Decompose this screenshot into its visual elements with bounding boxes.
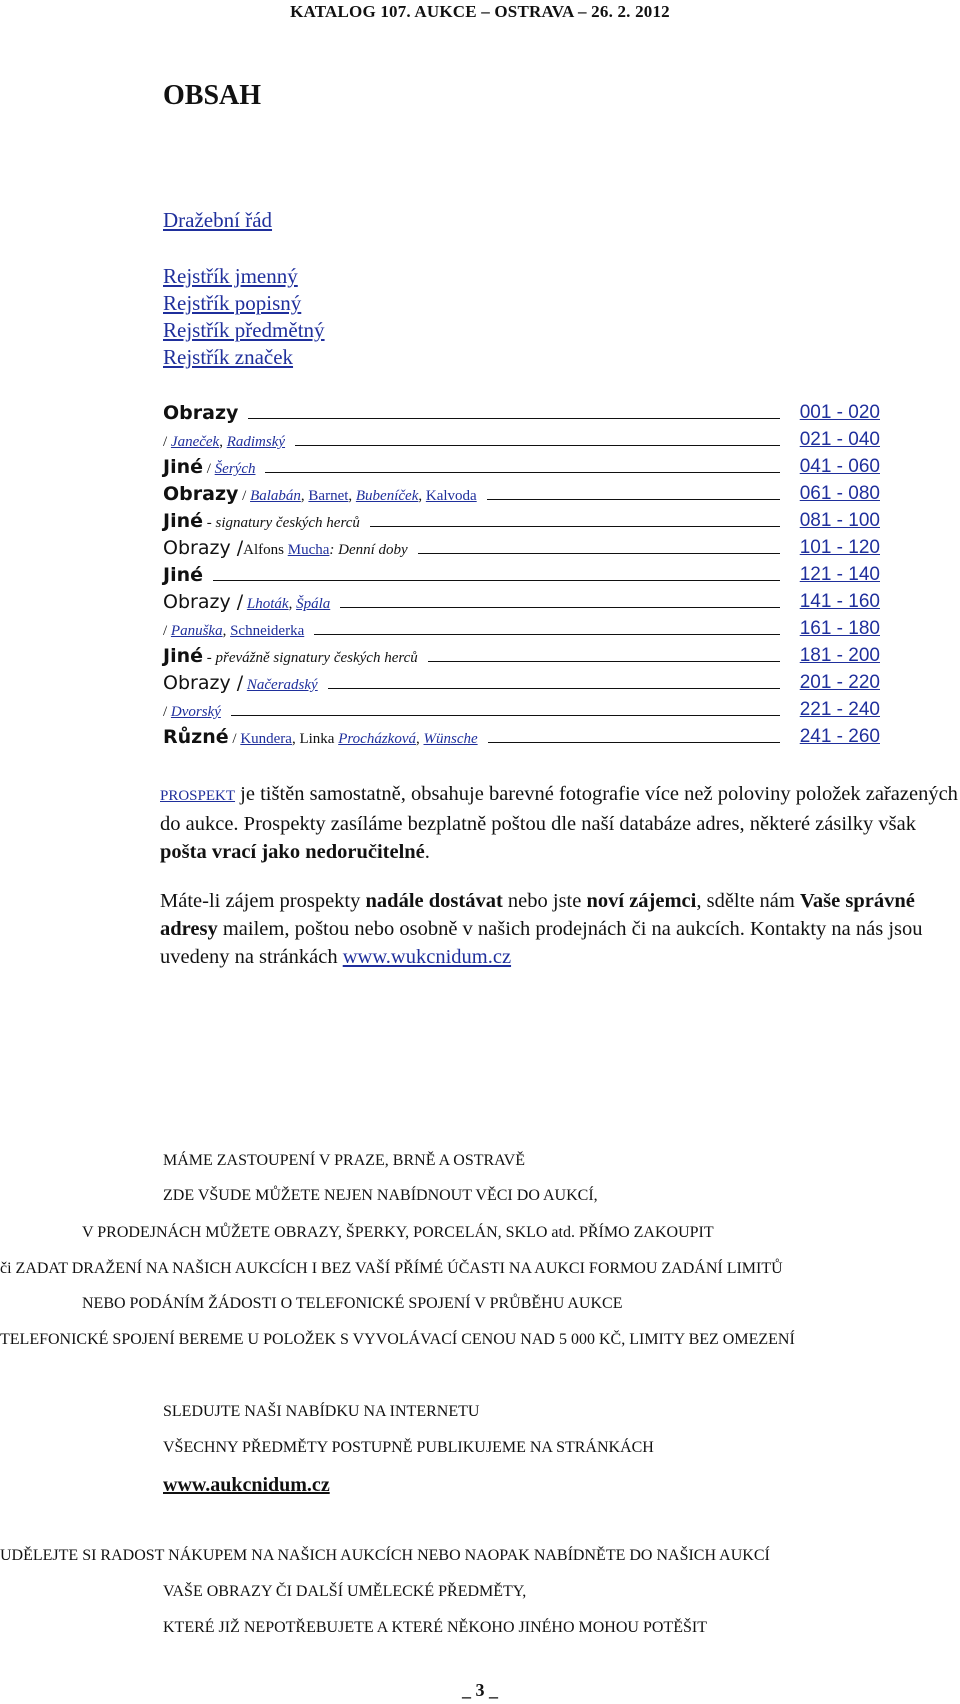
toc-row — [163, 641, 880, 667]
toc-range-link[interactable]: 101 - 120 — [799, 537, 880, 558]
toc-leader — [231, 715, 780, 716]
toc-row — [163, 506, 880, 532]
artist-link[interactable]: Dvorský — [170, 704, 221, 720]
link-rejstrik-znacek[interactable]: Rejstřík značek — [163, 345, 294, 369]
info-line: SLEDUJTE NAŠI NABÍDKU NA INTERNETU — [163, 1403, 480, 1420]
page-number: _ 3 _ — [462, 1680, 498, 1700]
toc-leader — [487, 499, 780, 500]
toc-leader — [314, 634, 780, 635]
toc-category: Obrazy / — [163, 591, 244, 613]
info-line: VŠECHNY PŘEDMĚTY POSTUPNĚ PUBLIKUJEME NA STRÁNKÁCH — [163, 1439, 654, 1456]
toc-entry — [163, 456, 265, 478]
toc-range-link[interactable]: 081 - 100 — [799, 510, 880, 531]
toc-separator: , — [222, 623, 231, 639]
toc-range-link[interactable]: 181 - 200 — [799, 645, 880, 666]
toc-separator: / — [163, 704, 171, 720]
toc-row — [163, 614, 880, 640]
toc-category: Obrazy — [163, 402, 239, 424]
toc-leader — [265, 472, 780, 473]
toc-row — [163, 452, 880, 478]
toc-entry — [163, 726, 488, 748]
toc-range-link[interactable]: 001 - 020 — [799, 402, 880, 423]
page-title: OBSAH — [163, 80, 262, 111]
paragraph-bold: noví zájemci — [586, 890, 697, 912]
toc-entry — [163, 591, 340, 613]
info-line: UDĚLEJTE SI RADOST NÁKUPEM NA NAŠICH AUKCÍCH NEBO NAOPAK NABÍDNĚTE DO NAŠICH AUKCÍ — [0, 1547, 770, 1564]
toc-row — [163, 722, 880, 748]
artist-link[interactable]: Kundera — [240, 731, 292, 747]
toc-range-link[interactable]: 041 - 060 — [799, 456, 880, 477]
toc-leader — [213, 580, 780, 581]
toc-note: převážně signatury českých herců — [215, 650, 418, 666]
toc-category: Obrazy / — [163, 537, 244, 559]
toc-range-link[interactable]: 121 - 140 — [799, 564, 880, 585]
toc-category: Různé — [163, 726, 229, 748]
info-line: ZDE VŠUDE MŮŽETE NEJEN NABÍDNOUT VĚCI DO AUKCÍ, — [163, 1187, 598, 1204]
paragraph-bold: nadále dostávat — [365, 890, 503, 912]
toc-row — [163, 587, 880, 613]
toc-leader — [248, 418, 780, 419]
toc-range-link[interactable]: 161 - 180 — [799, 618, 880, 639]
link-rejstrik-jmenny[interactable]: Rejstřík jmenný — [163, 264, 298, 288]
toc-leader — [328, 688, 780, 689]
artist-link[interactable]: Bubeníček — [355, 488, 419, 504]
artist-link[interactable]: Janeček — [170, 434, 220, 450]
paragraph-text: Máte-li zájem prospekty — [160, 890, 366, 912]
paragraph-bold: Vaše správné adresy — [160, 890, 915, 940]
toc-row — [163, 560, 880, 586]
artist-link[interactable]: Radimský — [226, 434, 286, 450]
toc-text: Alfons — [243, 542, 288, 558]
toc-leader — [370, 526, 780, 527]
toc-range-link[interactable]: 201 - 220 — [799, 672, 880, 693]
paragraph-text: je tištěn samostatně, obsahuje barevné fotografie více než poloviny položek zařazených do aukce. Prospekty zasíláme bezplatně poštou dle naší databáze adres, některé zásilky však — [160, 783, 958, 835]
toc-separator: / — [163, 623, 171, 639]
toc-row — [163, 533, 880, 559]
toc-category: Obrazy — [163, 483, 239, 505]
info-line: NEBO PODÁNÍM ŽÁDOSTI O TELEFONICKÉ SPOJENÍ V PRŮBĚHU AUKCE — [82, 1295, 623, 1312]
toc-row — [163, 479, 880, 505]
toc-separator: , — [291, 731, 300, 747]
toc-note: signatury českých herců — [215, 515, 360, 531]
toc-category: Jiné — [163, 510, 203, 532]
link-drazebni-rad[interactable]: Dražební řád — [163, 208, 273, 232]
toc-separator: , — [288, 596, 297, 612]
artist-link[interactable]: Kalvoda — [425, 488, 477, 504]
toc-range-link[interactable]: 141 - 160 — [799, 591, 880, 612]
toc-row — [163, 695, 880, 721]
link-rejstrik-popisny[interactable]: Rejstřík popisný — [163, 291, 302, 315]
info-line: V PRODEJNÁCH MŮŽETE OBRAZY, ŠPERKY, PORCELÁN, SKLO atd. PŘÍMO ZAKOUPIT — [82, 1224, 714, 1241]
subscription-paragraph — [160, 887, 960, 971]
artist-link[interactable]: Panuška — [170, 623, 223, 639]
toc-category: Jiné — [163, 645, 203, 667]
toc-range-link[interactable]: 221 - 240 — [799, 699, 880, 720]
toc-range-link[interactable]: 061 - 080 — [799, 483, 880, 504]
info-line: TELEFONICKÉ SPOJENÍ BEREME U POLOŽEK S VYVOLÁVACÍ CENOU NAD 5 000 KČ, LIMITY BEZ OMEZENÍ — [0, 1331, 795, 1348]
toc-leader — [428, 661, 780, 662]
toc-entry — [163, 623, 314, 640]
toc-separator: , — [415, 731, 424, 747]
artist-link[interactable]: Barnet — [308, 488, 349, 504]
artist-link[interactable]: Balabán — [250, 488, 301, 504]
toc-entry — [163, 645, 428, 667]
toc-entry — [163, 434, 295, 451]
paragraph-text: nebo jste — [502, 890, 587, 912]
toc-separator: , — [348, 488, 356, 504]
website-link[interactable]: www.aukcnidum.cz — [163, 1474, 330, 1496]
info-line: MÁME ZASTOUPENÍ V PRAZE, BRNĚ A OSTRAVĚ — [163, 1152, 525, 1169]
toc-note: : Denní doby — [329, 542, 408, 558]
catalog-header: KATALOG 107. AUKCE – OSTRAVA – 26. 2. 2012 — [290, 2, 670, 21]
link-rejstrik-predmetny[interactable]: Rejstřík předmětný — [163, 318, 325, 342]
toc-leader — [295, 445, 780, 446]
artist-link[interactable]: Šerých — [214, 461, 256, 477]
toc-separator: / — [163, 434, 171, 450]
toc-leader — [418, 553, 780, 554]
toc-separator: / — [203, 461, 215, 477]
toc-entry — [163, 483, 487, 505]
artist-link[interactable]: Lhoták — [246, 596, 289, 612]
toc-category: Obrazy / — [163, 672, 244, 694]
toc-range-link[interactable]: 241 - 260 — [799, 726, 880, 747]
toc-row — [163, 668, 880, 694]
toc-separator: - — [203, 515, 216, 531]
toc-row — [163, 398, 880, 424]
artist-link[interactable]: Procházková — [338, 731, 416, 747]
toc-text: Linka — [299, 731, 339, 747]
toc-entry — [163, 402, 248, 424]
toc-entry — [163, 564, 213, 586]
artist-link[interactable]: Wünsche — [423, 731, 478, 747]
toc-separator: / — [228, 731, 241, 747]
toc-separator: , — [219, 434, 227, 450]
toc-separator: , — [418, 488, 426, 504]
toc-separator: , — [300, 488, 309, 504]
artist-link[interactable]: Špála — [296, 596, 331, 612]
artist-link[interactable]: Mucha — [287, 542, 330, 558]
toc-entry — [163, 510, 370, 532]
artist-link[interactable]: Schneiderka — [230, 623, 305, 639]
paragraph-text: . — [424, 841, 430, 863]
paragraph-bold: pošta vrací jako nedoručitelné — [160, 841, 425, 863]
toc-range-link[interactable]: 021 - 040 — [799, 429, 880, 450]
info-line: VAŠE OBRAZY ČI DALŠÍ UMĚLECKÉ PŘEDMĚTY, — [163, 1583, 527, 1600]
toc-separator: / — [238, 488, 251, 504]
toc-leader — [488, 742, 780, 743]
prospekt-paragraph — [160, 780, 960, 866]
artist-link[interactable]: Načeradský — [246, 677, 318, 693]
toc-category: Jiné — [163, 456, 203, 478]
toc-entry — [163, 537, 418, 559]
info-line: či ZADAT DRAŽENÍ NA NAŠICH AUKCÍCH I BEZ VAŠÍ PŘÍMÉ ÚČASTI NA AUKCI FORMOU ZADÁNÍ LIMITŮ — [0, 1260, 783, 1277]
toc-leader — [340, 607, 780, 608]
toc-category: Jiné — [163, 564, 203, 586]
paragraph-text: , sdělte nám — [696, 890, 800, 912]
paragraph-text: mailem, poštou nebo osobně v našich prodejnách či na aukcích. Kontakty na nás jsou uvedeny na stránkách — [160, 918, 923, 968]
info-line: KTERÉ JIŽ NEPOTŘEBUJETE A KTERÉ NĚKOHO JINÉHO MOHOU POTĚŠIT — [163, 1619, 707, 1636]
prospekt-link[interactable]: PROSPEKT — [160, 788, 236, 804]
toc-row — [163, 425, 880, 451]
toc-separator: - — [203, 650, 216, 666]
toc-entry — [163, 704, 231, 721]
toc-entry — [163, 672, 328, 694]
website-link[interactable]: www.wukcnidum.cz — [342, 946, 512, 968]
